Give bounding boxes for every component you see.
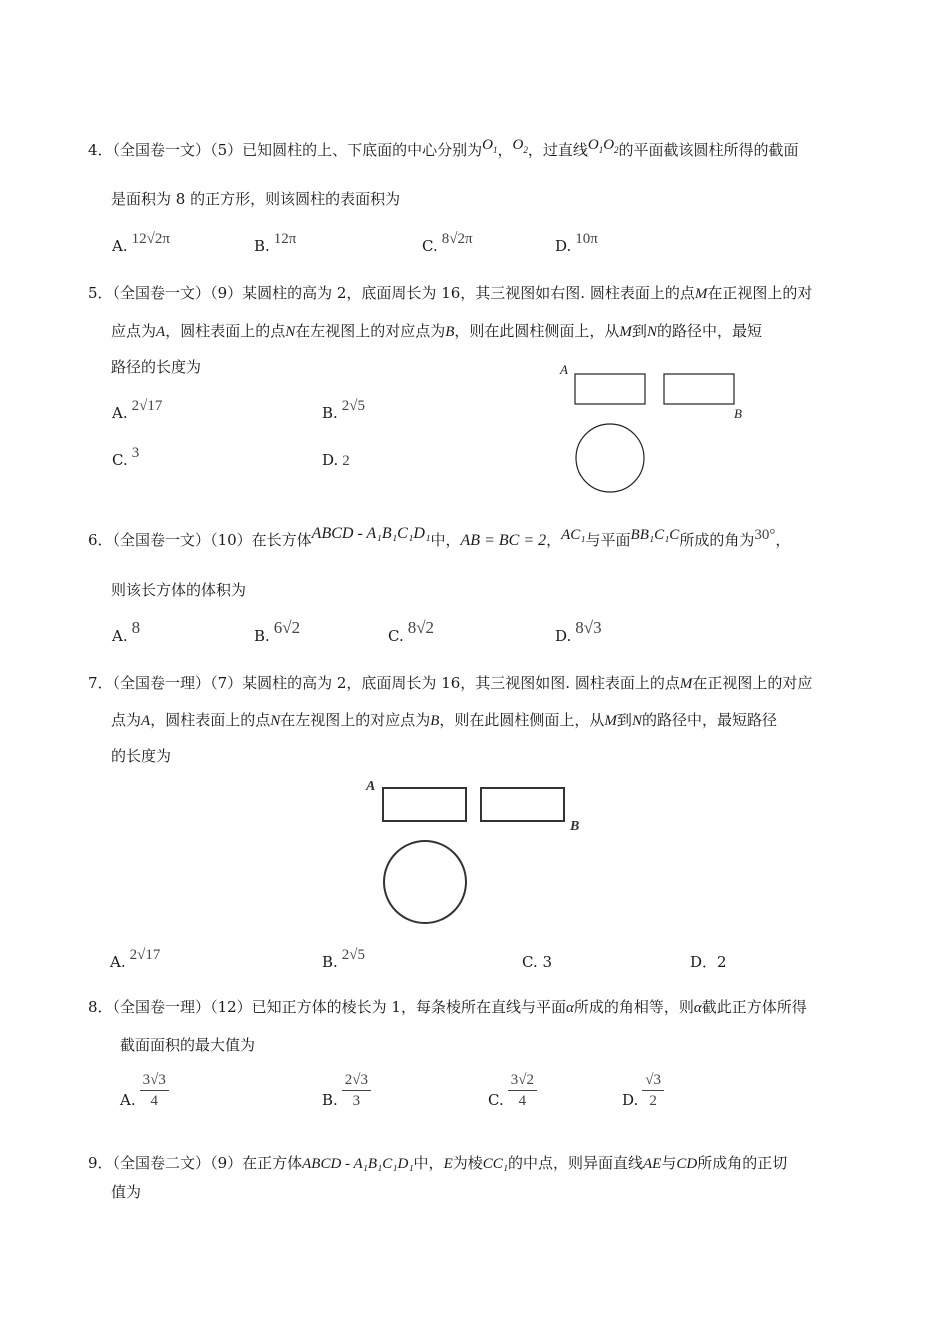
q5-option-a[interactable]: A. 2√17 [112,398,163,422]
q8-option-b[interactable]: B. $\frac{2√3}{3}$ [322,1070,371,1111]
q9-line1: 9．（全国卷二文）（9）在正方体ABCD - A₁B₁C₁D₁中，E为棱CC₁的中点，则异面直线AE与CD所成角的正切 [88,1154,788,1172]
q7-option-d[interactable]: D．2 [690,953,727,971]
q4-line1: 4．（全国卷一文）（5）已知圆柱的上、下底面的中心分别为$O_1$，$O_2$，过直线$O_1O_2$的平面截该圆柱所得的截面 [88,137,799,159]
q7-line1: 7．（全国卷一理）（7）某圆柱的高为 2，底面周长为 16，其三视图如图. 圆柱表面上的点M在正视图上的对应 [88,674,813,692]
q9-line2: 值为 [111,1183,142,1201]
q5-option-b[interactable]: B. 2√5 [322,398,366,422]
q5-line1: 5．（全国卷一文）（9）某圆柱的高为 2，底面周长为 16，其三视图如右图. 圆柱表面上的点M在正视图上的对 [88,284,813,302]
q5-option-c[interactable]: C. 3 [112,445,140,469]
q8-option-d[interactable]: D. $\frac{√3}{2}$ [622,1070,664,1111]
q7-side-view-rect [481,788,564,821]
q4-option-d[interactable]: D. 10π [555,231,598,255]
q8-option-c[interactable]: C. $\frac{3√2}{4}$ [488,1070,537,1111]
q7-option-a[interactable]: A. 2√17 [110,947,161,971]
q7-top-view-circle [384,841,466,923]
q7-option-b[interactable]: B. 2√5 [322,947,366,971]
q8-line2: 截面面积的最大值为 [120,1036,256,1054]
q6-option-b[interactable]: B. 6√2 [254,618,301,645]
q7-line3: 的长度为 [111,747,172,765]
q7-line2: 点为A，圆柱表面上的点N在左视图上的对应点为B，则在此圆柱侧面上，从M到N的路径中，最短路径 [111,711,777,729]
q4-option-c[interactable]: C. 8√2π [422,231,473,255]
q5-line3: 路径的长度为 [111,358,202,376]
q4-option-a[interactable]: A. 12√2π [112,231,170,255]
q6-option-c[interactable]: C. 8√2 [388,618,435,645]
q7-front-view-rect [383,788,466,821]
q5-three-view-figure [550,358,760,498]
q7-figure-label-b: B [570,819,580,834]
q7-three-view-figure [362,772,592,928]
q5-figure-label-b: B [734,406,742,421]
q5-side-view-rect [664,374,734,404]
q7-figure-label-a: A [366,779,376,794]
q8-line1: 8．（全国卷一理）（12）已知正方体的棱长为 1，每条棱所在直线与平面α所成的角相等，则α截此正方体所得 [88,998,807,1016]
q5-figure-label-a: A [560,362,568,377]
q4-option-b[interactable]: B. 12π [254,231,297,255]
q5-top-view-circle [576,424,644,492]
q5-front-view-rect [575,374,645,404]
q5-line2: 应点为A，圆柱表面上的点N在左视图上的对应点为B，则在此圆柱侧面上，从M到N的路径中，最短 [111,322,762,340]
q6-option-d[interactable]: D. 8√3 [555,618,602,645]
q6-line2: 则该长方体的体积为 [111,581,247,599]
q5-option-d[interactable]: D. 2 [322,451,350,469]
q8-option-a[interactable]: A. $\frac{3√3}{4}$ [120,1070,169,1111]
q7-option-c[interactable]: C. 3 [522,953,553,971]
q4-line2: 是面积为 8 的正方形，则该圆柱的表面积为 [111,190,401,208]
q6-option-a[interactable]: A. 8 [112,618,141,645]
q6-line1: 6．（全国卷一文）（10）在长方体ABCD - A₁B₁C₁D₁中，AB = BC = 2，AC₁与平面BB₁C₁C所成的角为30°， [88,525,791,549]
